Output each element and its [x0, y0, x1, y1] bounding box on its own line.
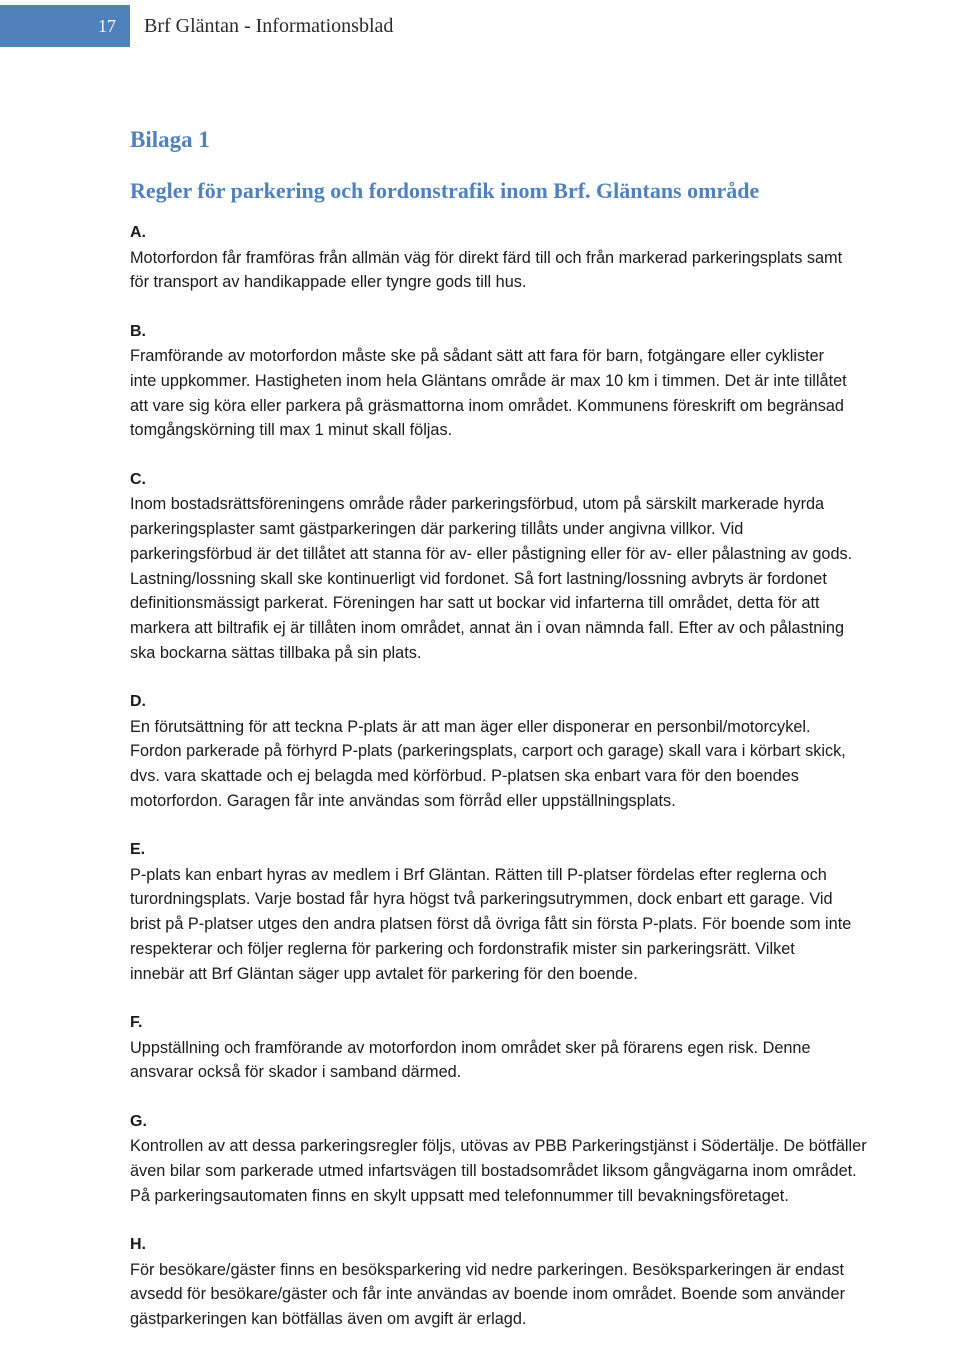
section-letter: H.: [130, 1235, 146, 1253]
section-letter: F.: [130, 1013, 143, 1031]
section-text: En förutsättning för att teckna P-plats är att man äger eller disponerar en personbil/motorcykel. Fordon parkerade på förhyrd P-plats (parkeringsplats, carport och garage) skall vara i körbart skick, dvs. vara skattade och ej belagda med körförbud. P-platsen ska enbart vara för den boendes motorfordon. Garagen får inte användas som förråd eller uppställningsplats.: [130, 717, 846, 810]
document-body: [130, 120, 960, 1356]
section-a: [130, 221, 960, 295]
section-text: Inom bostadsrättsföreningens område råder parkeringsförbud, utom på särskilt markerade hyrda parkeringsplaster samt gästparkeringen där parkering tillåts under angivna villkor. Vid parkeringsförbud är det tillåtet att stanna för av- eller påstigning eller för av- eller pålastning av gods. Lastning/lossning skall ske kontinuerligt vid fordonet. Så fort lastning/lossning avbryts är fordonet definitionsmässigt parkerat. Föreningen har satt ut bockar vid infarterna till området, detta för att markera att biltrafik ej är tillåten inom området, annat än i ovan nämnda fall. Efter av och pålastning ska bockarna sättas tillbaka på sin plats.: [130, 495, 853, 662]
section-text: För besökare/gäster finns en besöksparkering vid nedre parkeringen. Besöksparkeringen är endast avsedd för besökare/gäster och får inte användas av boende inom området. Boende som använder gästparkeringen kan bötfällas även om avgift är erlagd.: [130, 1260, 846, 1329]
section-text: Uppställning och framförande av motorfordon inom området sker på förarens egen risk. Denne ansvarar också för skador i samband därmed.: [130, 1038, 811, 1082]
page-header: [0, 5, 960, 47]
section-d: [130, 690, 960, 814]
section-letter: A.: [130, 224, 146, 241]
section-text: Motorfordon får framföras från allmän väg för direkt färd till och från markerad parkeringsplats samt för transport av handikappade eller tyngre gods till hus.: [130, 248, 843, 292]
section-letter: E.: [130, 841, 146, 859]
appendix-heading: Bilaga 1: [130, 127, 210, 152]
section-letter: C.: [130, 470, 146, 488]
section-letter: B.: [130, 322, 146, 340]
section-text: Kontrollen av att dessa parkeringsregler följs, utövas av PBB Parkeringstjänst i Södertälje. De bötfäller även bilar som parkerade utmed infartsvägen till bostadsområdet liksom gångvägarna inom området. På parkeringsautomaten finns en skylt uppsatt med telefonnummer till bevakningsföretaget.: [130, 1137, 867, 1205]
section-f: [130, 1011, 960, 1085]
section-h: [130, 1233, 960, 1332]
section-c: [130, 468, 960, 666]
section-text: Framförande av motorfordon måste ske på sådant sätt att fara för barn, fotgängare eller cyklister inte uppkommer. Hastigheten inom hela Gläntans område är max 10 km i timmen. Det är inte tillåtet att vare sig köra eller parkera på gräsmattorna inom området. Kommunens föreskrift om begränsad tomgångskörning till max 1 minut skall följas.: [130, 347, 847, 440]
page-number: 17: [0, 5, 130, 47]
section-text: P-plats kan enbart hyras av medlem i Brf Gläntan. Rätten till P-platser fördelas efter reglerna och turordningsplats. Varje bostad får hyra högst två parkeringsutrymmen, dock enbart ett garage. Vid brist på P-platser utges den andra platsen först då övriga fått sin första P-plats. För boende som inte respekterar och följer reglerna för parkering och fordonstrafik mister sin parkeringsrätt. Vilket innebär att Brf Gläntan säger upp avtalet för parkering för den boende.: [130, 865, 852, 983]
section-letter: G.: [130, 1112, 147, 1130]
section-e: [130, 838, 960, 986]
header-title: Brf Gläntan - Informationsblad: [144, 15, 394, 37]
document-title: Regler för parkering och fordonstrafik inom Brf. Gläntans område: [130, 178, 760, 203]
rules-sections: [130, 221, 960, 1332]
section-g: [130, 1110, 960, 1209]
section-letter: D.: [130, 692, 146, 710]
section-b: [130, 320, 960, 444]
